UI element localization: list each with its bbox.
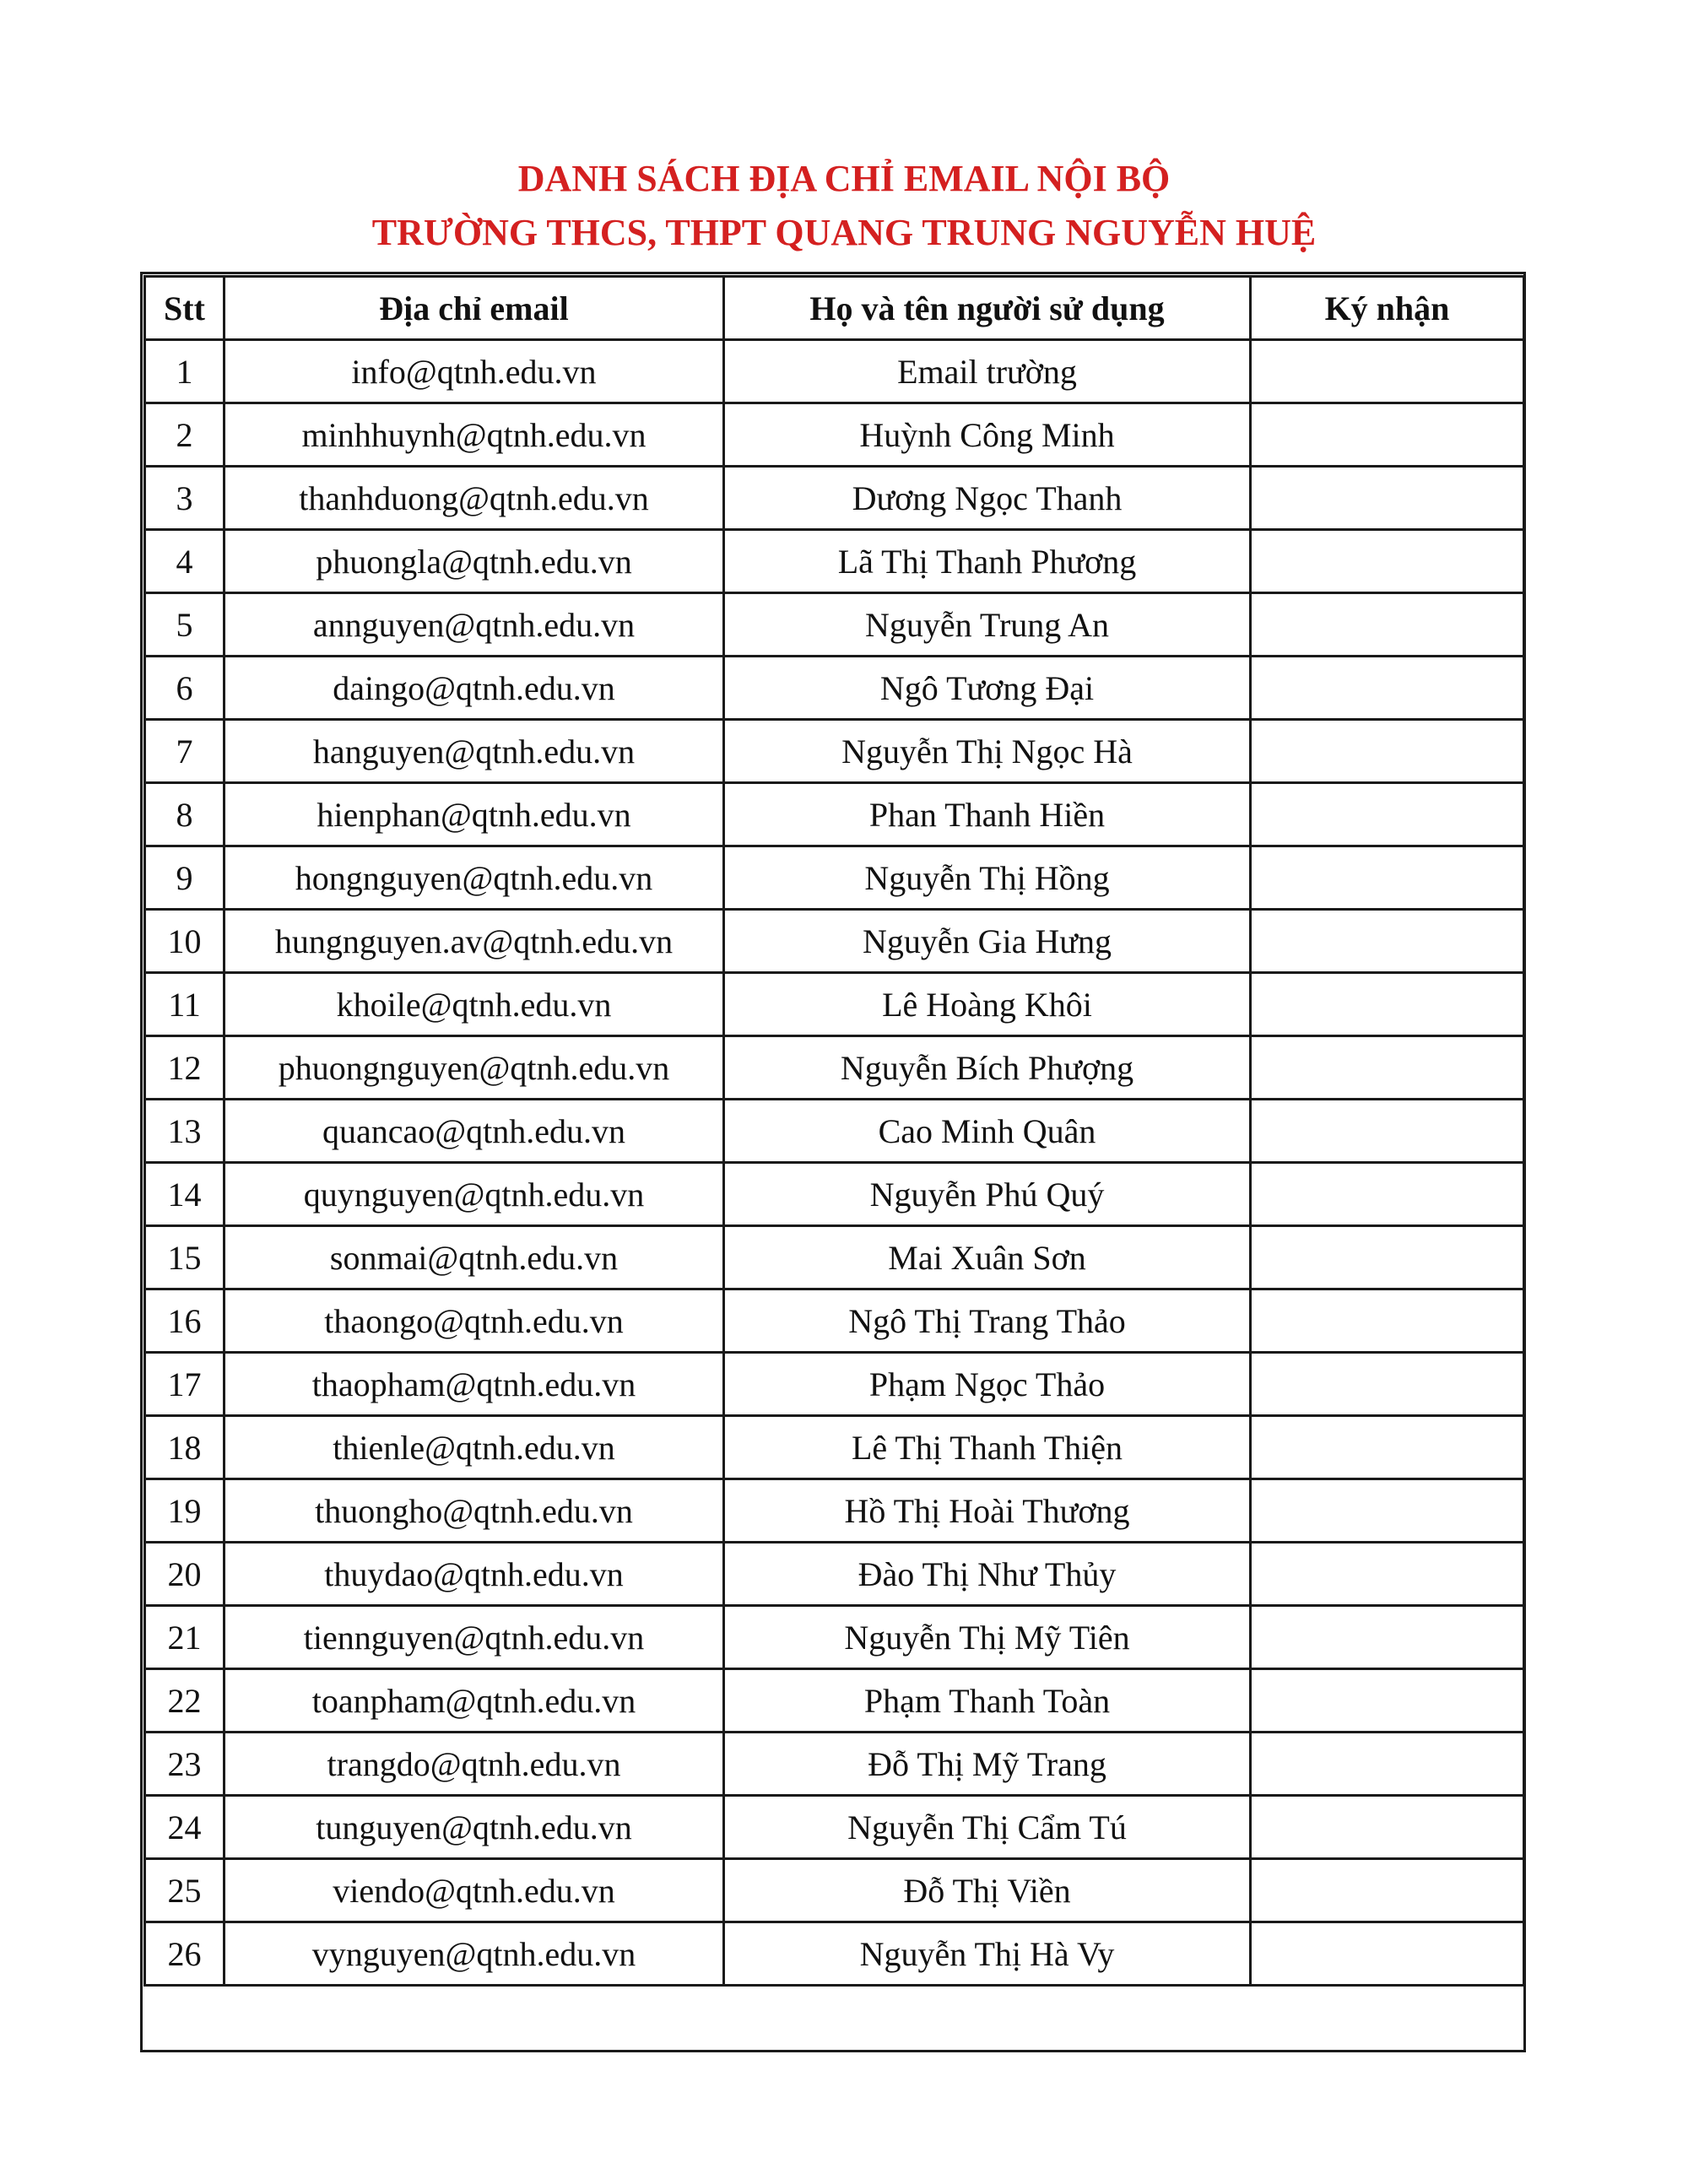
cell-email: toanpham@qtnh.edu.vn — [225, 1669, 724, 1733]
document-title — [0, 152, 1688, 260]
cell-user-name: Nguyễn Thị Ngọc Hà — [724, 720, 1251, 783]
cell-signature — [1251, 1416, 1524, 1479]
email-table — [143, 275, 1525, 1987]
cell-stt: 4 — [145, 530, 225, 593]
cell-signature — [1251, 1859, 1524, 1922]
cell-signature — [1251, 720, 1524, 783]
table-row — [145, 783, 1524, 846]
cell-user-name: Nguyễn Thị Cẩm Tú — [724, 1796, 1251, 1859]
cell-user-name: Ngô Thị Trang Thảo — [724, 1289, 1251, 1353]
cell-user-name: Nguyễn Gia Hưng — [724, 910, 1251, 973]
cell-stt: 12 — [145, 1036, 225, 1100]
cell-email: daingo@qtnh.edu.vn — [225, 657, 724, 720]
cell-email: trangdo@qtnh.edu.vn — [225, 1733, 724, 1796]
table-body — [145, 340, 1524, 1986]
cell-signature — [1251, 340, 1524, 403]
cell-signature — [1251, 1606, 1524, 1669]
cell-email: thanhduong@qtnh.edu.vn — [225, 467, 724, 530]
cell-signature — [1251, 1226, 1524, 1289]
cell-stt: 5 — [145, 593, 225, 657]
cell-signature — [1251, 1479, 1524, 1543]
cell-signature — [1251, 846, 1524, 910]
cell-stt: 23 — [145, 1733, 225, 1796]
cell-user-name: Đỗ Thị Viền — [724, 1859, 1251, 1922]
cell-signature — [1251, 1733, 1524, 1796]
cell-email: khoile@qtnh.edu.vn — [225, 973, 724, 1036]
cell-user-name: Nguyễn Bích Phượng — [724, 1036, 1251, 1100]
cell-email: hienphan@qtnh.edu.vn — [225, 783, 724, 846]
cell-email: sonmai@qtnh.edu.vn — [225, 1226, 724, 1289]
cell-email: thaongo@qtnh.edu.vn — [225, 1289, 724, 1353]
cell-user-name: Ngô Tương Đại — [724, 657, 1251, 720]
table-row — [145, 1226, 1524, 1289]
table-row — [145, 1543, 1524, 1606]
cell-stt: 8 — [145, 783, 225, 846]
cell-signature — [1251, 1289, 1524, 1353]
cell-stt: 3 — [145, 467, 225, 530]
cell-stt: 2 — [145, 403, 225, 467]
title-line-2: TRƯỜNG THCS, THPT QUANG TRUNG NGUYỄN HUỆ — [371, 212, 1317, 253]
cell-email: phuongnguyen@qtnh.edu.vn — [225, 1036, 724, 1100]
cell-email: hungnguyen.av@qtnh.edu.vn — [225, 910, 724, 973]
cell-stt: 16 — [145, 1289, 225, 1353]
table-row — [145, 1859, 1524, 1922]
cell-signature — [1251, 1036, 1524, 1100]
cell-user-name: Đỗ Thị Mỹ Trang — [724, 1733, 1251, 1796]
table-header — [145, 277, 1524, 340]
cell-stt: 13 — [145, 1100, 225, 1163]
table-row — [145, 1100, 1524, 1163]
cell-stt: 15 — [145, 1226, 225, 1289]
cell-signature — [1251, 910, 1524, 973]
table-row — [145, 720, 1524, 783]
cell-user-name: Nguyễn Phú Quý — [724, 1163, 1251, 1226]
cell-stt: 1 — [145, 340, 225, 403]
cell-signature — [1251, 1543, 1524, 1606]
cell-user-name: Mai Xuân Sơn — [724, 1226, 1251, 1289]
cell-signature — [1251, 1353, 1524, 1416]
table-row — [145, 403, 1524, 467]
cell-stt: 20 — [145, 1543, 225, 1606]
table-row — [145, 467, 1524, 530]
header-name: Họ và tên người sử dụng — [724, 277, 1251, 340]
cell-user-name: Nguyễn Trung An — [724, 593, 1251, 657]
cell-email: viendo@qtnh.edu.vn — [225, 1859, 724, 1922]
cell-email: thienle@qtnh.edu.vn — [225, 1416, 724, 1479]
cell-email: hongnguyen@qtnh.edu.vn — [225, 846, 724, 910]
cell-stt: 26 — [145, 1922, 225, 1986]
cell-stt: 18 — [145, 1416, 225, 1479]
table-row — [145, 530, 1524, 593]
cell-email: phuongla@qtnh.edu.vn — [225, 530, 724, 593]
cell-email: quancao@qtnh.edu.vn — [225, 1100, 724, 1163]
cell-stt: 19 — [145, 1479, 225, 1543]
cell-user-name: Dương Ngọc Thanh — [724, 467, 1251, 530]
table-row — [145, 1353, 1524, 1416]
table-row — [145, 1796, 1524, 1859]
table-row — [145, 1669, 1524, 1733]
table-row — [145, 1416, 1524, 1479]
cell-email: vynguyen@qtnh.edu.vn — [225, 1922, 724, 1986]
cell-user-name: Nguyễn Thị Hồng — [724, 846, 1251, 910]
cell-user-name: Nguyễn Thị Mỹ Tiên — [724, 1606, 1251, 1669]
cell-signature — [1251, 1922, 1524, 1986]
cell-user-name: Phạm Thanh Toàn — [724, 1669, 1251, 1733]
table-row — [145, 1922, 1524, 1986]
cell-user-name: Phan Thanh Hiền — [724, 783, 1251, 846]
header-email: Địa chỉ email — [225, 277, 724, 340]
cell-signature — [1251, 467, 1524, 530]
cell-user-name: Đào Thị Như Thủy — [724, 1543, 1251, 1606]
header-signature: Ký nhận — [1251, 277, 1524, 340]
cell-email: tiennguyen@qtnh.edu.vn — [225, 1606, 724, 1669]
cell-signature — [1251, 403, 1524, 467]
cell-email: tunguyen@qtnh.edu.vn — [225, 1796, 724, 1859]
cell-stt: 9 — [145, 846, 225, 910]
cell-stt: 6 — [145, 657, 225, 720]
cell-stt: 10 — [145, 910, 225, 973]
cell-email: hanguyen@qtnh.edu.vn — [225, 720, 724, 783]
cell-user-name: Nguyễn Thị Hà Vy — [724, 1922, 1251, 1986]
table-row — [145, 1163, 1524, 1226]
cell-email: info@qtnh.edu.vn — [225, 340, 724, 403]
table-row — [145, 340, 1524, 403]
cell-signature — [1251, 1163, 1524, 1226]
table-row — [145, 973, 1524, 1036]
title-line-1: DANH SÁCH ĐỊA CHỈ EMAIL NỘI BỘ — [517, 158, 1171, 199]
cell-signature — [1251, 1669, 1524, 1733]
table-row — [145, 1036, 1524, 1100]
cell-signature — [1251, 530, 1524, 593]
cell-user-name: Hồ Thị Hoài Thương — [724, 1479, 1251, 1543]
cell-email: thuongho@qtnh.edu.vn — [225, 1479, 724, 1543]
cell-signature — [1251, 657, 1524, 720]
cell-email: thuydao@qtnh.edu.vn — [225, 1543, 724, 1606]
cell-email: annguyen@qtnh.edu.vn — [225, 593, 724, 657]
cell-signature — [1251, 973, 1524, 1036]
cell-stt: 24 — [145, 1796, 225, 1859]
table-row — [145, 1479, 1524, 1543]
header-row — [145, 277, 1524, 340]
cell-email: thaopham@qtnh.edu.vn — [225, 1353, 724, 1416]
table-row — [145, 657, 1524, 720]
cell-email: quynguyen@qtnh.edu.vn — [225, 1163, 724, 1226]
cell-signature — [1251, 1100, 1524, 1163]
cell-stt: 14 — [145, 1163, 225, 1226]
table-row — [145, 1289, 1524, 1353]
table-row — [145, 593, 1524, 657]
cell-user-name: Email trường — [724, 340, 1251, 403]
table-row — [145, 1606, 1524, 1669]
cell-stt: 21 — [145, 1606, 225, 1669]
cell-email: minhhuynh@qtnh.edu.vn — [225, 403, 724, 467]
cell-user-name: Lê Hoàng Khôi — [724, 973, 1251, 1036]
cell-stt: 7 — [145, 720, 225, 783]
table-row — [145, 846, 1524, 910]
cell-stt: 22 — [145, 1669, 225, 1733]
cell-stt: 25 — [145, 1859, 225, 1922]
cell-signature — [1251, 1796, 1524, 1859]
cell-user-name: Cao Minh Quân — [724, 1100, 1251, 1163]
cell-user-name: Lê Thị Thanh Thiện — [724, 1416, 1251, 1479]
cell-stt: 17 — [145, 1353, 225, 1416]
table-row — [145, 1733, 1524, 1796]
cell-user-name: Lã Thị Thanh Phương — [724, 530, 1251, 593]
table-row — [145, 910, 1524, 973]
cell-signature — [1251, 783, 1524, 846]
cell-user-name: Phạm Ngọc Thảo — [724, 1353, 1251, 1416]
cell-user-name: Huỳnh Công Minh — [724, 403, 1251, 467]
cell-stt: 11 — [145, 973, 225, 1036]
cell-signature — [1251, 593, 1524, 657]
header-stt: Stt — [145, 277, 225, 340]
